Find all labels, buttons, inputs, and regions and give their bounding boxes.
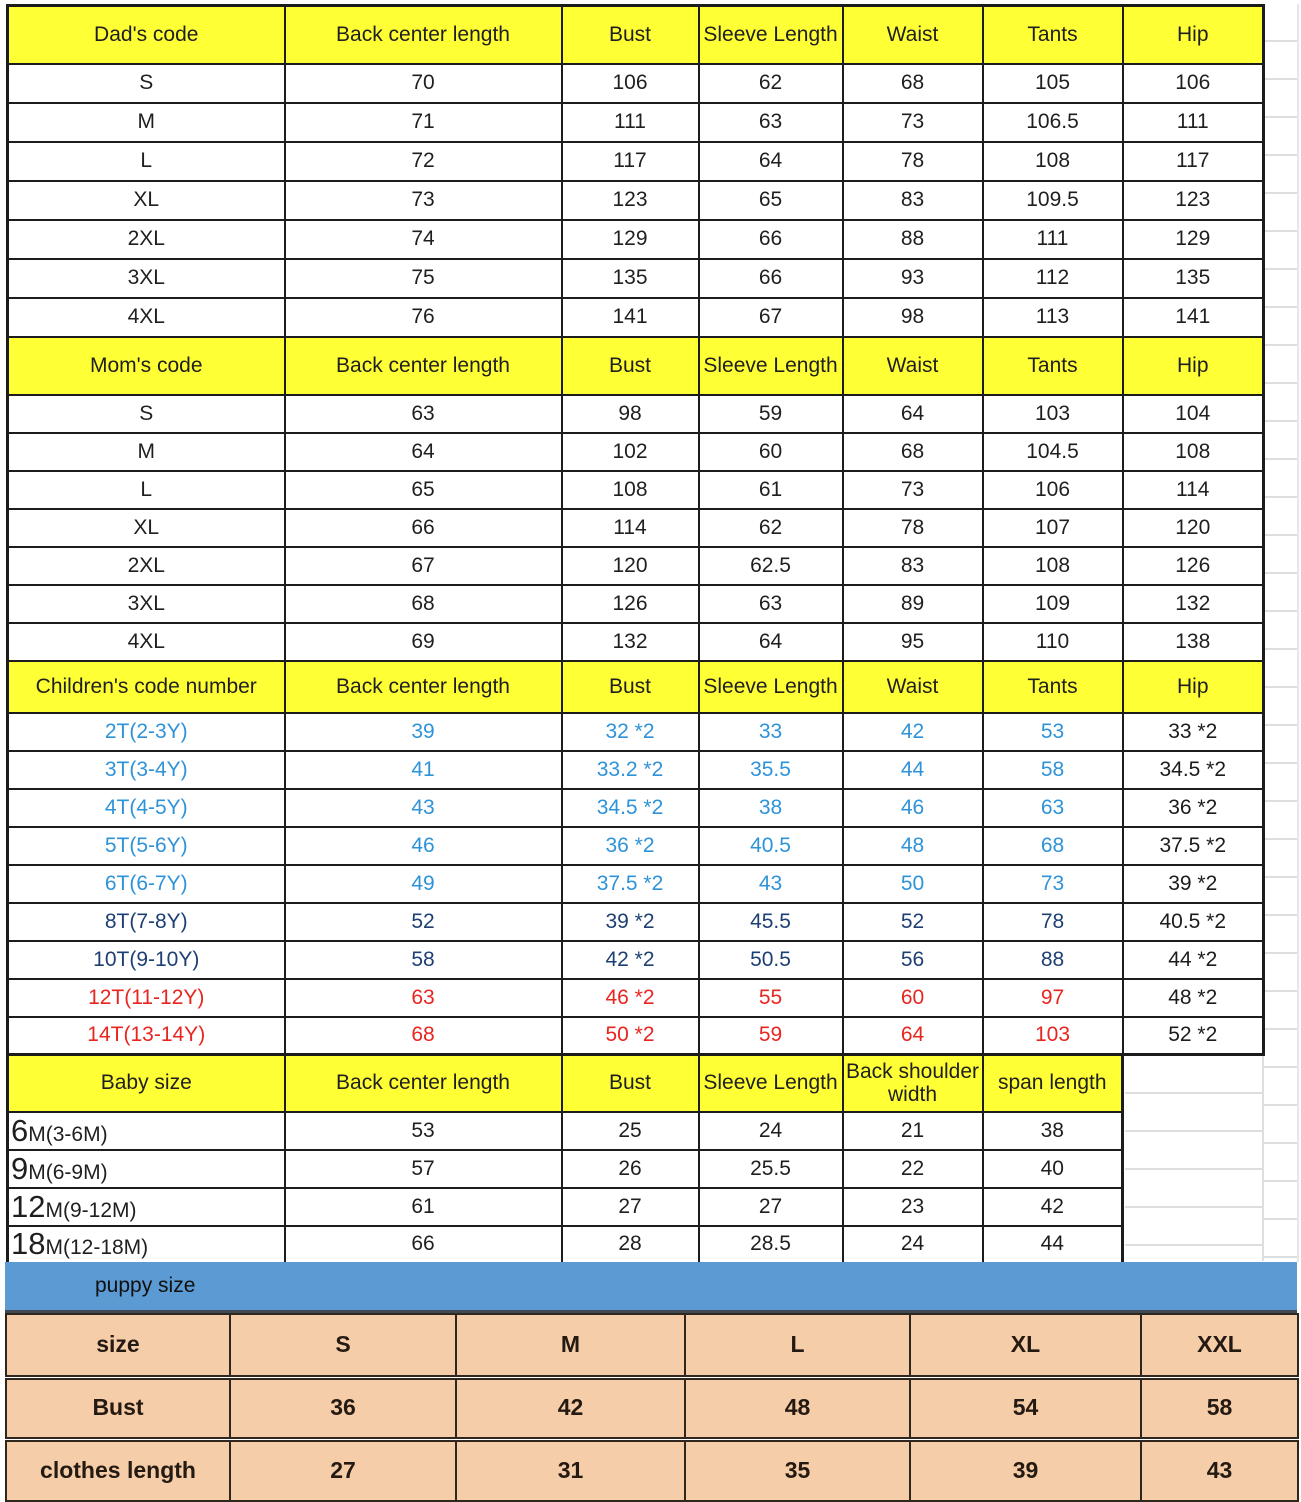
mom-row-xl: [8, 509, 1264, 547]
dad-header-row-cell: Back center length: [285, 6, 562, 64]
baby-label-6m: 6M(3-6M): [8, 1112, 285, 1150]
children-row-6t-cell: 73: [983, 865, 1123, 903]
mom-row-4xl: [8, 623, 1264, 661]
dad-row-2xl-cell: 66: [699, 220, 843, 259]
dad-row-3xl-cell: 3XL: [8, 259, 285, 298]
mom-row-m-cell: M: [8, 433, 285, 471]
mom-row-m-cell: 60: [699, 433, 843, 471]
children-row-8t-cell: 40.5 *2: [1123, 903, 1264, 941]
children-row-2t: [8, 713, 1264, 751]
puppy-bust-row-cell: 48: [685, 1377, 910, 1439]
puppy-header-row-cell: S: [230, 1314, 456, 1377]
baby-label-big-number: 9: [11, 1150, 29, 1186]
baby-row-18m-cell: 44: [983, 1226, 1123, 1264]
children-row-8t-cell: 39 *2: [562, 903, 699, 941]
baby-label-12m: 12M(9-12M): [8, 1188, 285, 1226]
children-row-4t-cell: 46: [843, 789, 983, 827]
puppy-header-row-cell: XXL: [1141, 1314, 1298, 1377]
children-header-row-cell: Bust: [562, 661, 699, 713]
dad-row-s-cell: S: [8, 64, 285, 103]
dad-row-3xl-cell: 93: [843, 259, 983, 298]
puppy-clothes-length-label: clothes length: [6, 1439, 230, 1501]
dad-row-3xl-cell: 112: [983, 259, 1123, 298]
mom-row-2xl-cell: 120: [562, 547, 699, 585]
baby-row-9m: [8, 1150, 1123, 1188]
children-row-2t-cell: 39: [285, 713, 562, 751]
mom-row-4xl-cell: 4XL: [8, 623, 285, 661]
children-header-row: [8, 661, 1264, 713]
children-row-4t-cell: 34.5 *2: [562, 789, 699, 827]
children-row-6t-cell: 50: [843, 865, 983, 903]
children-row-3t-cell: 41: [285, 751, 562, 789]
children-row-8t-cell: 78: [983, 903, 1123, 941]
mom-header-row-cell: Back center length: [285, 337, 562, 395]
children-row-2t-cell: 32 *2: [562, 713, 699, 751]
children-row-10t-cell: 50.5: [699, 941, 843, 979]
dad-row-s: [8, 64, 1264, 103]
baby-row-9m-cell: 57: [285, 1150, 562, 1188]
baby-size-header: Baby size: [8, 1055, 285, 1112]
mom-row-xl-cell: 114: [562, 509, 699, 547]
dad-row-2xl: [8, 220, 1264, 259]
dad-row-l-cell: 72: [285, 142, 562, 181]
baby-row-12m-cell: 61: [285, 1188, 562, 1226]
mom-row-2xl-cell: 67: [285, 547, 562, 585]
dad-row-s-cell: 70: [285, 64, 562, 103]
mom-row-m-cell: 104.5: [983, 433, 1123, 471]
mom-code-header: Mom's code: [8, 337, 285, 395]
dad-header-row: [8, 6, 1264, 64]
children-row-5t-cell: 37.5 *2: [1123, 827, 1264, 865]
children-row-5t-cell: 36 *2: [562, 827, 699, 865]
children-row-5t-cell: 68: [983, 827, 1123, 865]
children-row-12t-cell: 63: [285, 979, 562, 1017]
children-row-4t-cell: 43: [285, 789, 562, 827]
puppy-bust-row-cell: 58: [1141, 1377, 1298, 1439]
children-row-12t-cell: 60: [843, 979, 983, 1017]
children-header-row-cell: Hip: [1123, 661, 1264, 713]
mom-row-xl-cell: 78: [843, 509, 983, 547]
baby-label-18m: 18M(12-18M): [8, 1226, 285, 1264]
puppy-header-row-cell: M: [456, 1314, 685, 1377]
baby-header-row-cell: Back shoulder width: [843, 1055, 983, 1112]
children-row-10t: [8, 941, 1264, 979]
children-row-6t: [8, 865, 1264, 903]
dad-row-s-cell: 105: [983, 64, 1123, 103]
dad-row-4xl-cell: 4XL: [8, 298, 285, 337]
dad-row-2xl-cell: 88: [843, 220, 983, 259]
spreadsheet-gridlines-right: [1264, 4, 1299, 1262]
dad-row-3xl-cell: 135: [562, 259, 699, 298]
dad-row-xl-cell: 123: [562, 181, 699, 220]
mom-row-3xl-cell: 3XL: [8, 585, 285, 623]
dad-row-4xl: [8, 298, 1264, 337]
children-row-3t-cell: 35.5: [699, 751, 843, 789]
baby-row-6m-cell: 21: [843, 1112, 983, 1150]
mom-row-s-cell: 63: [285, 395, 562, 433]
baby-row-6m-cell: 24: [699, 1112, 843, 1150]
baby-row-9m-cell: 22: [843, 1150, 983, 1188]
baby-row-12m-cell: 27: [699, 1188, 843, 1226]
mom-header-row: [8, 337, 1264, 395]
puppy-size-banner-label: puppy size: [95, 1274, 196, 1297]
children-row-5t-cell: 46: [285, 827, 562, 865]
children-row-12t-cell: 48 *2: [1123, 979, 1264, 1017]
children-row-12t: [8, 979, 1264, 1017]
baby-row-18m: [8, 1226, 1123, 1264]
mom-row-l-cell: 65: [285, 471, 562, 509]
baby-row-6m-cell: 38: [983, 1112, 1123, 1150]
children-row-12t-cell: 12T(11-12Y): [8, 979, 285, 1017]
mom-row-2xl-cell: 83: [843, 547, 983, 585]
children-row-3t-cell: 34.5 *2: [1123, 751, 1264, 789]
mom-row-3xl-cell: 126: [562, 585, 699, 623]
mom-row-s-cell: 98: [562, 395, 699, 433]
baby-row-12m-cell: 42: [983, 1188, 1123, 1226]
puppy-length-row: [6, 1439, 1298, 1501]
children-row-4t: [8, 789, 1264, 827]
children-row-12t-cell: 97: [983, 979, 1123, 1017]
baby-row-9m-cell: 25.5: [699, 1150, 843, 1188]
puppy-bust-row-cell: 54: [910, 1377, 1141, 1439]
dad-row-s-cell: 62: [699, 64, 843, 103]
mom-row-3xl: [8, 585, 1264, 623]
mom-row-2xl-cell: 2XL: [8, 547, 285, 585]
mom-row-s-cell: 103: [983, 395, 1123, 433]
dad-header-row-cell: Sleeve Length: [699, 6, 843, 64]
puppy-bust-row: [6, 1377, 1298, 1439]
baby-header-row: [8, 1055, 1123, 1112]
puppy-length-row-cell: 39: [910, 1439, 1141, 1501]
mom-row-4xl-cell: 69: [285, 623, 562, 661]
children-row-8t: [8, 903, 1264, 941]
dad-row-xl-cell: 73: [285, 181, 562, 220]
puppy-length-row-cell: 35: [685, 1439, 910, 1501]
dad-row-xl: [8, 181, 1264, 220]
children-row-2t-cell: 53: [983, 713, 1123, 751]
children-row-14t-cell: 50 *2: [562, 1017, 699, 1055]
children-row-14t-cell: 68: [285, 1017, 562, 1055]
children-row-3t-cell: 33.2 *2: [562, 751, 699, 789]
dad-row-m: [8, 103, 1264, 142]
mom-row-4xl-cell: 132: [562, 623, 699, 661]
baby-header-row-cell: Sleeve Length: [699, 1055, 843, 1112]
mom-row-l-cell: 108: [562, 471, 699, 509]
children-row-8t-cell: 8T(7-8Y): [8, 903, 285, 941]
children-row-10t-cell: 42 *2: [562, 941, 699, 979]
mom-row-2xl-cell: 62.5: [699, 547, 843, 585]
children-row-3t-cell: 3T(3-4Y): [8, 751, 285, 789]
mom-row-3xl-cell: 63: [699, 585, 843, 623]
baby-row-6m-cell: 25: [562, 1112, 699, 1150]
mom-row-l-cell: 61: [699, 471, 843, 509]
baby-label-big-number: 18: [11, 1226, 46, 1262]
mom-row-2xl: [8, 547, 1264, 585]
baby-label-9m: 9M(6-9M): [8, 1150, 285, 1188]
dad-row-l-cell: 78: [843, 142, 983, 181]
dad-row-m-cell: 63: [699, 103, 843, 142]
spreadsheet-gridlines-baby: [1125, 1056, 1264, 1261]
dad-row-4xl-cell: 141: [562, 298, 699, 337]
mom-row-3xl-cell: 132: [1123, 585, 1264, 623]
children-code-header: Children's code number: [8, 661, 285, 713]
mom-row-m-cell: 64: [285, 433, 562, 471]
children-row-3t: [8, 751, 1264, 789]
mom-row-xl-cell: 107: [983, 509, 1123, 547]
mom-row-4xl-cell: 138: [1123, 623, 1264, 661]
children-row-6t-cell: 6T(6-7Y): [8, 865, 285, 903]
children-row-8t-cell: 52: [843, 903, 983, 941]
mom-row-s-cell: 59: [699, 395, 843, 433]
mom-header-row-cell: Bust: [562, 337, 699, 395]
mom-row-3xl-cell: 68: [285, 585, 562, 623]
children-row-8t-cell: 45.5: [699, 903, 843, 941]
puppy-header-row-cell: XL: [910, 1314, 1141, 1377]
puppy-header-row: [6, 1314, 1298, 1377]
dad-row-2xl-cell: 129: [562, 220, 699, 259]
puppy-length-row-cell: 43: [1141, 1439, 1298, 1501]
children-row-4t-cell: 38: [699, 789, 843, 827]
children-row-12t-cell: 46 *2: [562, 979, 699, 1017]
dad-row-xl-cell: 109.5: [983, 181, 1123, 220]
baby-row-6m-cell: 53: [285, 1112, 562, 1150]
mom-row-m-cell: 102: [562, 433, 699, 471]
dad-row-xl-cell: XL: [8, 181, 285, 220]
mom-row-l-cell: L: [8, 471, 285, 509]
dad-header-row-cell: Bust: [562, 6, 699, 64]
children-row-3t-cell: 44: [843, 751, 983, 789]
baby-row-6m: [8, 1112, 1123, 1150]
dad-row-l-cell: 117: [1123, 142, 1264, 181]
children-row-5t-cell: 48: [843, 827, 983, 865]
baby-row-18m-cell: 24: [843, 1226, 983, 1264]
dad-row-m-cell: 111: [1123, 103, 1264, 142]
puppy-bust-row-cell: 42: [456, 1377, 685, 1439]
dad-row-m-cell: 106.5: [983, 103, 1123, 142]
children-row-10t-cell: 58: [285, 941, 562, 979]
mom-row-2xl-cell: 126: [1123, 547, 1264, 585]
dad-row-l-cell: 64: [699, 142, 843, 181]
children-row-6t-cell: 37.5 *2: [562, 865, 699, 903]
dad-row-s-cell: 106: [1123, 64, 1264, 103]
puppy-size-table: [5, 1313, 1299, 1502]
puppy-size-header: size: [6, 1314, 230, 1377]
mom-row-4xl-cell: 110: [983, 623, 1123, 661]
dad-row-4xl-cell: 98: [843, 298, 983, 337]
mom-row-s: [8, 395, 1264, 433]
mom-row-m: [8, 433, 1264, 471]
baby-label-big-number: 12: [11, 1188, 46, 1224]
mom-header-row-cell: Tants: [983, 337, 1123, 395]
dad-row-2xl-cell: 74: [285, 220, 562, 259]
children-row-4t-cell: 36 *2: [1123, 789, 1264, 827]
baby-row-12m-cell: 27: [562, 1188, 699, 1226]
mom-row-xl-cell: XL: [8, 509, 285, 547]
children-row-14t-cell: 14T(13-14Y): [8, 1017, 285, 1055]
baby-row-18m-cell: 28.5: [699, 1226, 843, 1264]
dad-row-xl-cell: 83: [843, 181, 983, 220]
dad-header-row-cell: Tants: [983, 6, 1123, 64]
baby-header-row-cell: Back center length: [285, 1055, 562, 1112]
baby-row-18m-cell: 66: [285, 1226, 562, 1264]
children-header-row-cell: Sleeve Length: [699, 661, 843, 713]
dad-row-xl-cell: 123: [1123, 181, 1264, 220]
children-row-6t-cell: 43: [699, 865, 843, 903]
dad-row-4xl-cell: 67: [699, 298, 843, 337]
mom-row-m-cell: 108: [1123, 433, 1264, 471]
mom-row-l-cell: 73: [843, 471, 983, 509]
children-row-14t-cell: 52 *2: [1123, 1017, 1264, 1055]
children-row-2t-cell: 42: [843, 713, 983, 751]
dad-row-m-cell: 71: [285, 103, 562, 142]
children-row-10t-cell: 10T(9-10Y): [8, 941, 285, 979]
children-row-10t-cell: 56: [843, 941, 983, 979]
children-header-row-cell: Waist: [843, 661, 983, 713]
baby-row-12m-cell: 23: [843, 1188, 983, 1226]
children-row-6t-cell: 39 *2: [1123, 865, 1264, 903]
dad-row-s-cell: 68: [843, 64, 983, 103]
mom-row-s-cell: S: [8, 395, 285, 433]
mom-row-xl-cell: 120: [1123, 509, 1264, 547]
dad-row-m-cell: M: [8, 103, 285, 142]
children-row-2t-cell: 33: [699, 713, 843, 751]
dad-row-3xl-cell: 66: [699, 259, 843, 298]
puppy-bust-label: Bust: [6, 1377, 230, 1439]
mom-header-row-cell: Sleeve Length: [699, 337, 843, 395]
baby-header-row-cell: Bust: [562, 1055, 699, 1112]
dad-row-l-cell: 117: [562, 142, 699, 181]
dad-row-m-cell: 111: [562, 103, 699, 142]
dad-row-4xl-cell: 141: [1123, 298, 1264, 337]
mom-row-xl-cell: 66: [285, 509, 562, 547]
baby-row-9m-cell: 40: [983, 1150, 1123, 1188]
children-row-12t-cell: 55: [699, 979, 843, 1017]
dad-row-4xl-cell: 76: [285, 298, 562, 337]
puppy-header-row-cell: L: [685, 1314, 910, 1377]
children-header-row-cell: Tants: [983, 661, 1123, 713]
mom-header-row-cell: Waist: [843, 337, 983, 395]
dad-header-row-cell: Waist: [843, 6, 983, 64]
baby-header-row-cell: span length: [983, 1055, 1123, 1112]
dad-row-l: [8, 142, 1264, 181]
dad-row-3xl: [8, 259, 1264, 298]
baby-row-18m-cell: 28: [562, 1226, 699, 1264]
children-row-14t: [8, 1017, 1264, 1055]
dad-header-row-cell: Hip: [1123, 6, 1264, 64]
dad-row-xl-cell: 65: [699, 181, 843, 220]
dad-code-header: Dad's code: [8, 6, 285, 64]
mom-row-xl-cell: 62: [699, 509, 843, 547]
dad-row-3xl-cell: 75: [285, 259, 562, 298]
mom-row-4xl-cell: 64: [699, 623, 843, 661]
dad-row-s-cell: 106: [562, 64, 699, 103]
dad-row-2xl-cell: 129: [1123, 220, 1264, 259]
mom-row-4xl-cell: 95: [843, 623, 983, 661]
dad-row-l-cell: L: [8, 142, 285, 181]
puppy-bust-row-cell: 36: [230, 1377, 456, 1439]
mom-row-3xl-cell: 89: [843, 585, 983, 623]
mom-row-2xl-cell: 108: [983, 547, 1123, 585]
children-row-3t-cell: 58: [983, 751, 1123, 789]
mom-row-l-cell: 114: [1123, 471, 1264, 509]
puppy-length-row-cell: 27: [230, 1439, 456, 1501]
children-row-2t-cell: 33 *2: [1123, 713, 1264, 751]
baby-label-big-number: 6: [11, 1112, 29, 1148]
children-row-4t-cell: 4T(4-5Y): [8, 789, 285, 827]
family-size-table: [6, 4, 1265, 1056]
mom-row-3xl-cell: 109: [983, 585, 1123, 623]
children-row-2t-cell: 2T(2-3Y): [8, 713, 285, 751]
children-row-14t-cell: 64: [843, 1017, 983, 1055]
dad-row-m-cell: 73: [843, 103, 983, 142]
children-row-8t-cell: 52: [285, 903, 562, 941]
dad-row-4xl-cell: 113: [983, 298, 1123, 337]
baby-size-table: [6, 1053, 1124, 1265]
dad-row-2xl-cell: 111: [983, 220, 1123, 259]
puppy-length-row-cell: 31: [456, 1439, 685, 1501]
children-row-5t: [8, 827, 1264, 865]
baby-row-12m: [8, 1188, 1123, 1226]
children-row-10t-cell: 88: [983, 941, 1123, 979]
dad-row-2xl-cell: 2XL: [8, 220, 285, 259]
dad-row-l-cell: 108: [983, 142, 1123, 181]
mom-row-s-cell: 104: [1123, 395, 1264, 433]
mom-row-l: [8, 471, 1264, 509]
puppy-size-banner: [5, 1262, 1297, 1313]
mom-row-s-cell: 64: [843, 395, 983, 433]
mom-row-l-cell: 106: [983, 471, 1123, 509]
children-row-14t-cell: 59: [699, 1017, 843, 1055]
children-row-14t-cell: 103: [983, 1017, 1123, 1055]
mom-row-m-cell: 68: [843, 433, 983, 471]
children-header-row-cell: Back center length: [285, 661, 562, 713]
children-row-5t-cell: 40.5: [699, 827, 843, 865]
children-row-6t-cell: 49: [285, 865, 562, 903]
mom-header-row-cell: Hip: [1123, 337, 1264, 395]
children-row-10t-cell: 44 *2: [1123, 941, 1264, 979]
baby-row-9m-cell: 26: [562, 1150, 699, 1188]
children-row-5t-cell: 5T(5-6Y): [8, 827, 285, 865]
children-row-4t-cell: 63: [983, 789, 1123, 827]
dad-row-3xl-cell: 135: [1123, 259, 1264, 298]
